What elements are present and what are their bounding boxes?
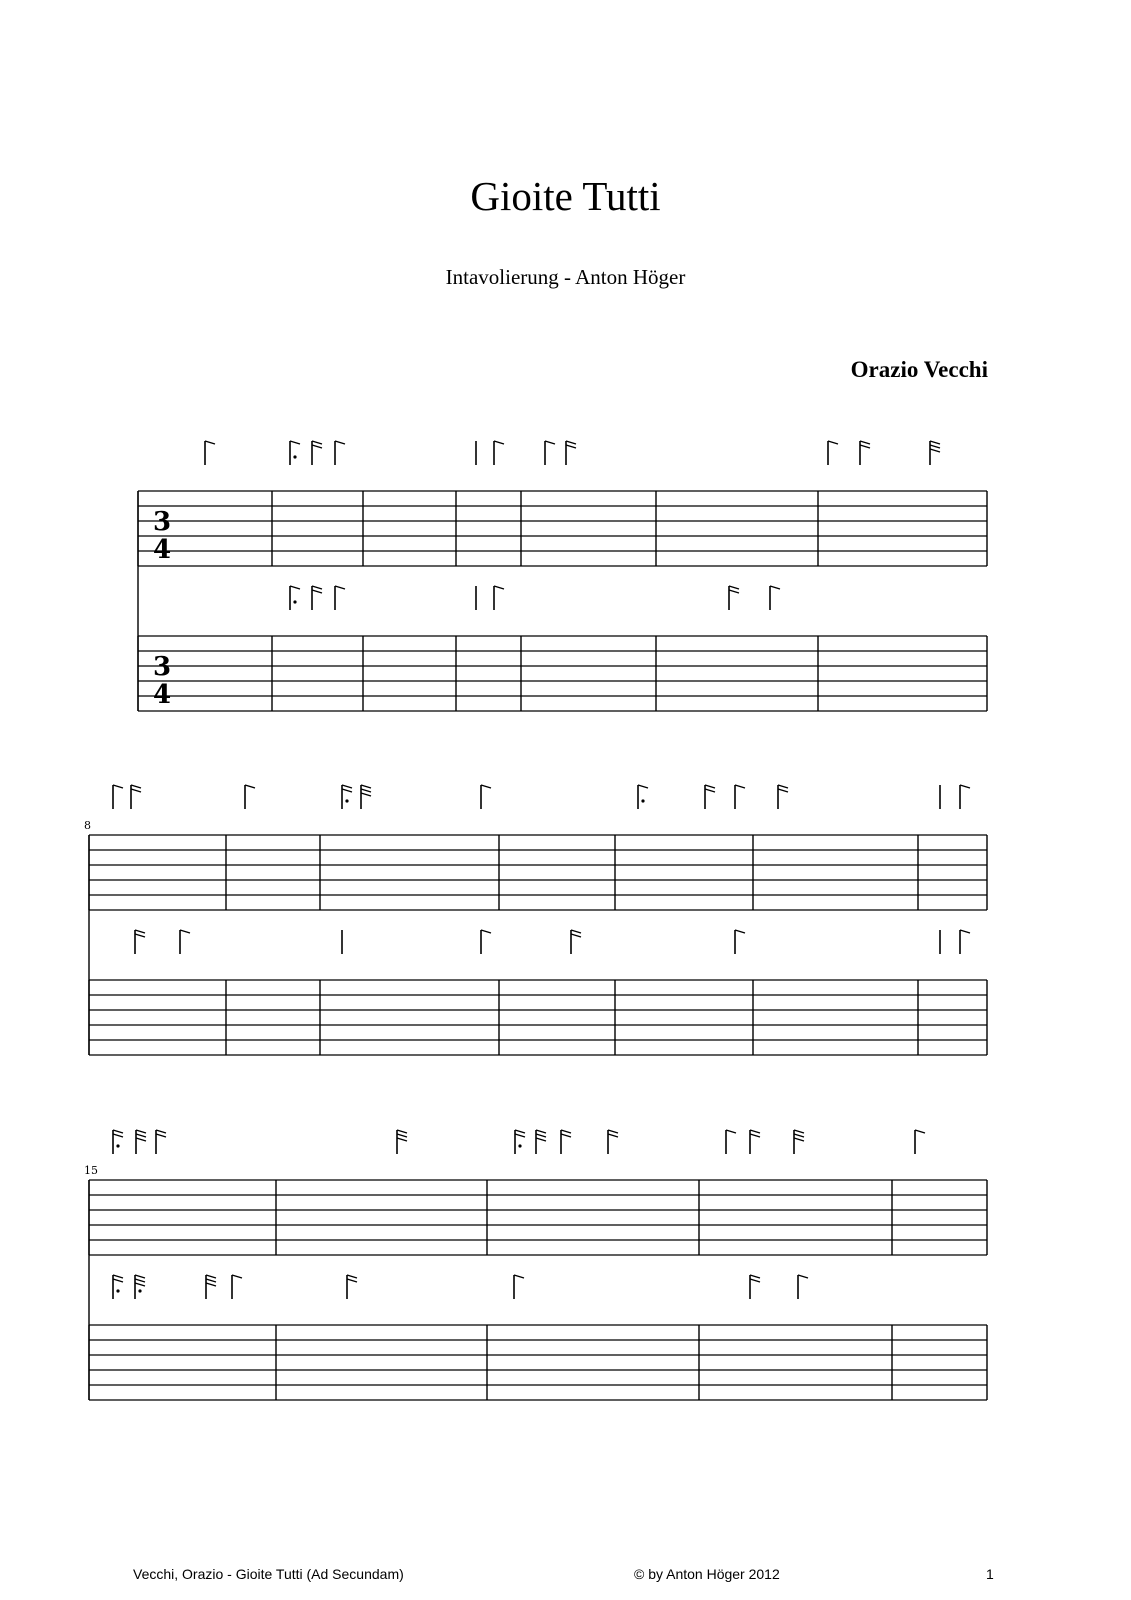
rhythm-flag xyxy=(545,441,555,465)
rhythm-flag xyxy=(335,441,345,465)
rhythm-flag xyxy=(514,1275,524,1299)
rhythm-flag xyxy=(206,1275,216,1299)
footer-copyright: © by Anton Höger 2012 xyxy=(634,1566,780,1582)
rhythm-flag xyxy=(113,1275,123,1299)
page-title: Gioite Tutti xyxy=(470,173,661,219)
rhythm-flag xyxy=(131,785,141,809)
rhythm-flag xyxy=(180,930,190,954)
rhythm-flag xyxy=(342,785,352,809)
rhythm-flag xyxy=(481,785,491,809)
time-signature-numerator: 3 xyxy=(152,652,172,682)
measure-number: 8 xyxy=(84,819,91,832)
rhythm-flag xyxy=(571,930,581,954)
rhythm-flag xyxy=(481,930,491,954)
rhythm-flag xyxy=(290,441,300,465)
rhythm-flag xyxy=(232,1275,242,1299)
rhythm-flag xyxy=(860,441,870,465)
rhythm-flag xyxy=(930,441,940,465)
footer-page-number: 1 xyxy=(986,1566,994,1582)
time-signature-denominator: 4 xyxy=(152,535,172,565)
footer-piece-info: Vecchi, Orazio - Gioite Tutti (Ad Secundam) xyxy=(133,1566,404,1582)
time-signature-numerator: 3 xyxy=(152,507,172,537)
rhythm-flag xyxy=(638,785,648,809)
composer-name: Orazio Vecchi xyxy=(850,357,988,382)
rhythm-flag xyxy=(794,1130,804,1154)
rhythm-flag xyxy=(335,586,345,610)
rhythm-flag xyxy=(536,1130,546,1154)
rhythm-flag xyxy=(494,586,504,610)
rhythm-flag xyxy=(290,586,300,610)
rhythm-flag xyxy=(705,785,715,809)
rhythm-flag xyxy=(135,1275,145,1299)
rhythm-flag xyxy=(156,1130,166,1154)
rhythm-flag xyxy=(347,1275,357,1299)
rhythm-flag xyxy=(494,441,504,465)
rhythm-flag xyxy=(828,441,838,465)
rhythm-flag xyxy=(750,1275,760,1299)
rhythm-flag xyxy=(205,441,215,465)
rhythm-flag xyxy=(113,1130,123,1154)
measure-number: 15 xyxy=(84,1164,98,1177)
rhythm-flag xyxy=(726,1130,736,1154)
rhythm-flag xyxy=(915,1130,925,1154)
rhythm-flag xyxy=(136,1130,146,1154)
rhythm-flag xyxy=(135,930,145,954)
rhythm-flag xyxy=(778,785,788,809)
rhythm-flag xyxy=(735,785,745,809)
rhythm-flag xyxy=(561,1130,571,1154)
rhythm-flag xyxy=(735,930,745,954)
rhythm-flag xyxy=(960,930,970,954)
rhythm-flag xyxy=(361,785,371,809)
rhythm-flag xyxy=(608,1130,618,1154)
rhythm-flag xyxy=(729,586,739,610)
rhythm-flag xyxy=(798,1275,808,1299)
rhythm-flag xyxy=(770,586,780,610)
rhythm-flag xyxy=(515,1130,525,1154)
page-subtitle: Intavolierung - Anton Höger xyxy=(445,265,686,289)
rhythm-flag xyxy=(960,785,970,809)
rhythm-flag xyxy=(312,586,322,610)
rhythm-flag xyxy=(566,441,576,465)
rhythm-flag xyxy=(245,785,255,809)
rhythm-flag xyxy=(312,441,322,465)
rhythm-flag xyxy=(750,1130,760,1154)
time-signature-denominator: 4 xyxy=(152,680,172,710)
rhythm-flag xyxy=(397,1130,407,1154)
rhythm-flag xyxy=(113,785,123,809)
